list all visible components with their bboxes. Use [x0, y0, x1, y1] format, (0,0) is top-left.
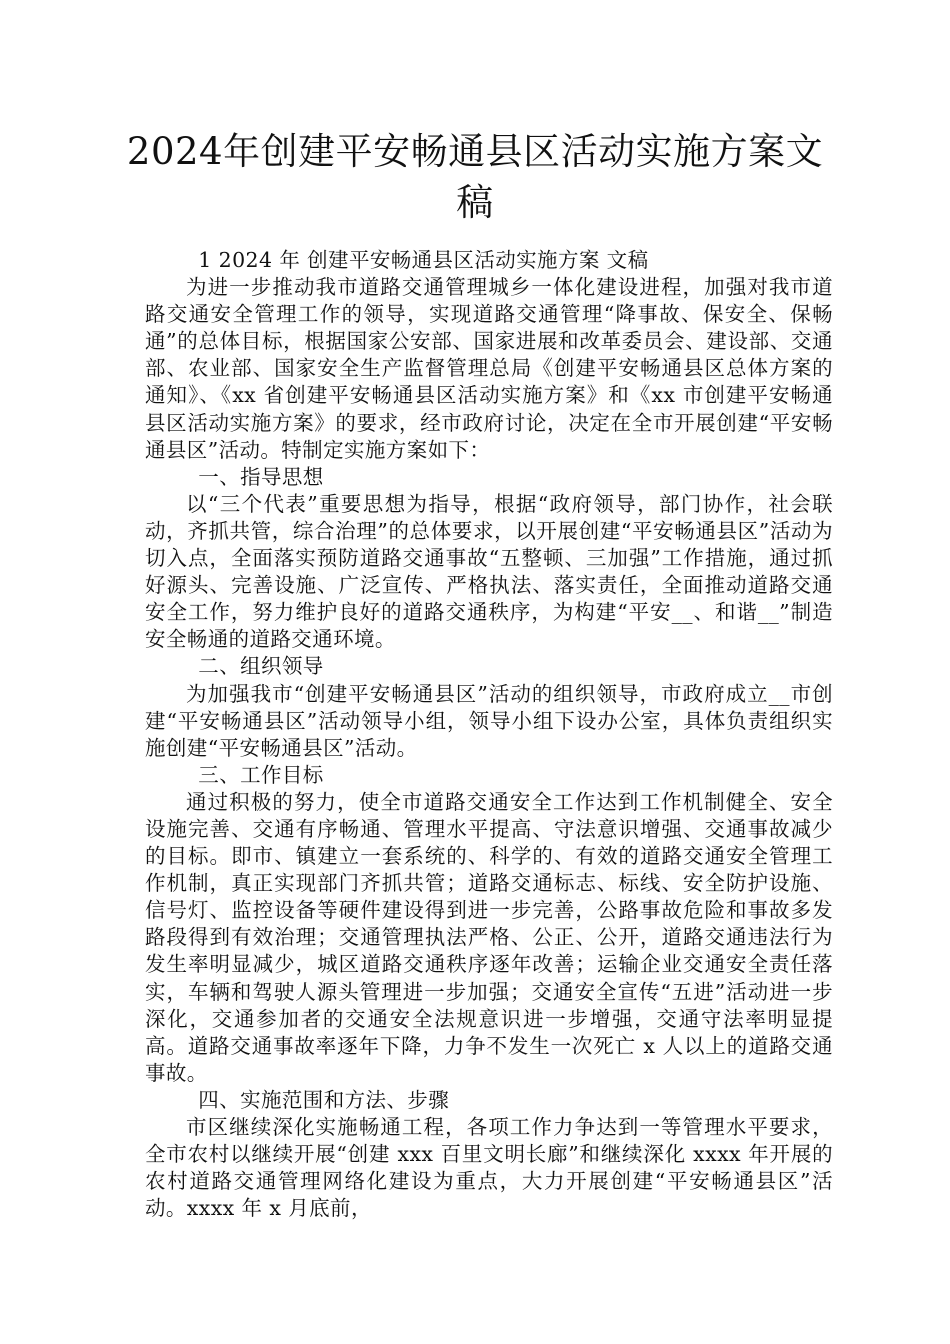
paragraph-intro: 为进一步推动我市道路交通管理城乡一体化建设进程，加强对我市道路交通安全管理工作的领导，实现道路交通管理“降事故、保安全、保畅通”的总体目标，根据国家公安部、国家进展和改革委员会、建设部、交通部、农业部、国家安全生产监督管理总局《创建平安畅通县区总体方案的通知》、《xx 省创建平安畅通县区活动实施方案》和《xx 市创建平安畅通县区活动实施方案》的要求，经市政府讨论，决定在全市开展创建“平安畅通县区”活动。特制定实施方案如下： [145, 275, 833, 462]
title-line-2: 稿 [456, 181, 494, 224]
section-heading-2: 二、组织领导 [198, 654, 324, 679]
paragraph-guiding-thought: 以“三个代表”重要思想为指导，根据“政府领导，部门协作，社会联动，齐抓共管，综合治理”的总体要求，以开展创建“平安畅通县区”活动为切入点，全面落实预防道路交通事故“五整顿、三加强”工作措施，通过抓好源头、完善设施、广泛宣传、严格执法、落实责任，全面推动道路交通安全工作，努力维护良好的道路交通秩序，为构建“平安__、和谐__”制造安全畅通的道路交通环境。 [145, 491, 833, 652]
document-title [90, 126, 860, 228]
paragraph-organization: 为加强我市“创建平安畅通县区”活动的组织领导，市政府成立__市创建“平安畅通县区”活动领导小组，领导小组下设办公室，具体负责组织实施创建“平安畅通县区”活动。 [145, 681, 833, 760]
title-line-1: 2024年创建平安畅通县区活动实施方案文 [126, 130, 824, 173]
document-subtitle: 1 2024 年 创建平安畅通县区活动实施方案 文稿 [198, 248, 649, 272]
section-heading-4: 四、实施范围和方法、步骤 [198, 1087, 450, 1112]
section-heading-1: 一、指导思想 [198, 464, 324, 489]
section-heading-3: 三、工作目标 [198, 762, 324, 787]
paragraph-scope: 市区继续深化实施畅通工程，各项工作力争达到一等管理水平要求，全市农村以继续开展“创建 xxx 百里文明长廊”和继续深化 xxxx 年开展的农村道路交通管理网络化建设为重点，大力开展创建“平安畅通县区”活动。xxxx 年 x 月底前， [145, 1115, 833, 1221]
document-body [145, 247, 833, 1222]
paragraph-goals: 通过积极的努力，使全市道路交通安全工作达到工作机制健全、安全设施完善、交通有序畅通、管理水平提高、守法意识增强、交通事故减少的目标。即市、镇建立一套系统的、科学的、有效的道路交通安全管理工作机制，真正实现部门齐抓共管；道路交通标志、标线、安全防护设施、信号灯、监控设备等硬件建设得到进一步完善，公路事故危险和事故多发路段得到有效治理；交通管理执法严格、公正、公开，道路交通违法行为发生率明显减少，城区道路交通秩序逐年改善；运输企业交通安全责任落实，车辆和驾驶人源头管理进一步加强；交通安全宣传“五进”活动进一步深化，交通参加者的交通安全法规意识进一步增强，交通守法率明显提高。道路交通事故率逐年下降，力争不发生一次死亡 x 人以上的道路交通事故。 [145, 789, 833, 1085]
